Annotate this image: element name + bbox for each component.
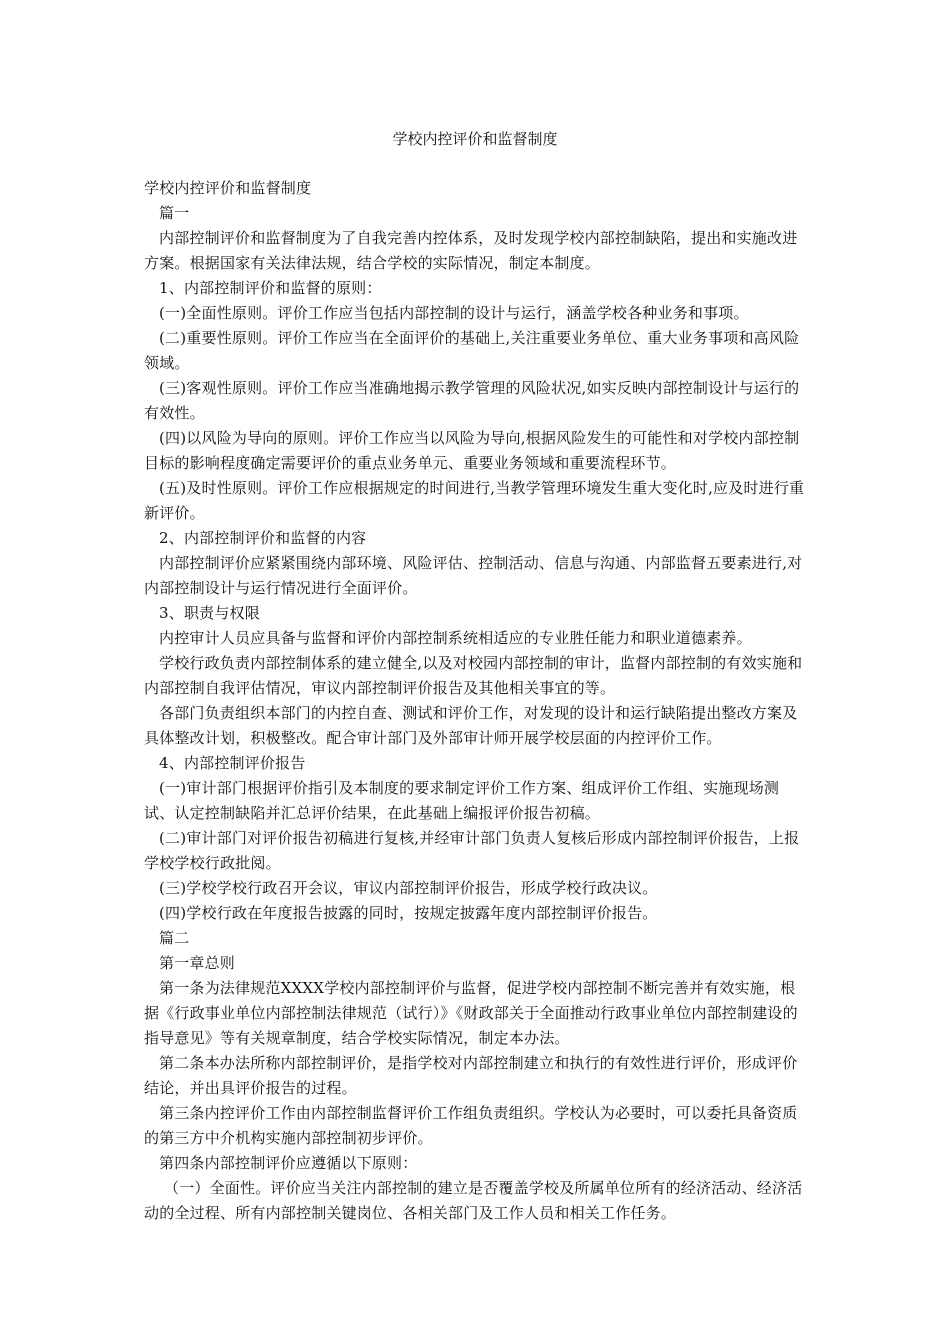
paragraph: (三)客观性原则。评价工作应当准确地揭示教学管理的风险状况,如实反映内部控制设计与运行的有效性。 bbox=[144, 379, 800, 422]
section-heading: 篇一 bbox=[159, 204, 190, 222]
paragraph: 学校行政负责内部控制体系的建立健全,以及对校园内部控制的审计，监督内部控制的有效实施和内部控制自我评估情况，审议内部控制评价报告及其他相关事宜的等。 bbox=[144, 654, 803, 697]
chapter-heading: 第一章总则 bbox=[159, 954, 236, 972]
section-heading: 1、内部控制评价和监督的原则： bbox=[159, 279, 382, 297]
section-heading: 2、内部控制评价和监督的内容 bbox=[159, 529, 367, 547]
paragraph: 内控审计人员应具备与监督和评价内部控制系统相适应的专业胜任能力和职业道德素养。 bbox=[159, 629, 752, 647]
document-title: 学校内控评价和监督制度 bbox=[392, 130, 558, 148]
paragraph: 第二条本办法所称内部控制评价，是指学校对内部控制建立和执行的有效性进行评价，形成评价结论，并出具评价报告的过程。 bbox=[144, 1054, 798, 1097]
paragraph: 内部控制评价应紧紧围绕内部环境、风险评估、控制活动、信息与沟通、内部监督五要素进行,对内部控制设计与运行情况进行全面评价。 bbox=[144, 554, 803, 597]
paragraph: (一)全面性原则。评价工作应当包括内部控制的设计与运行，涵盖学校各种业务和事项。 bbox=[159, 304, 749, 322]
paragraph: 第三条内控评价工作由内部控制监督评价工作组负责组织。学校认为必要时，可以委托具备资质的第三方中介机构实施内部控制初步评价。 bbox=[144, 1104, 798, 1147]
document-body bbox=[144, 176, 808, 1226]
paragraph: 各部门负责组织本部门的内控自查、测试和评价工作，对发现的设计和运行缺陷提出整改方案及具体整改计划，积极整改。配合审计部门及外部审计师开展学校层面的内控评价工作。 bbox=[144, 704, 798, 747]
paragraph: (二)审计部门对评价报告初稿进行复核,并经审计部门负责人复核后形成内部控制评价报告，上报学校学校行政批阅。 bbox=[144, 829, 800, 872]
paragraph: (三)学校学校行政召开会议，审议内部控制评价报告，形成学校行政决议。 bbox=[159, 879, 658, 897]
paragraph: (四)学校行政在年度报告披露的同时，按规定披露年度内部控制评价报告。 bbox=[159, 904, 658, 922]
paragraph: (五)及时性原则。评价工作应根据规定的时间进行,当教学管理环境发生重大变化时,应及时进行重新评价。 bbox=[144, 479, 805, 522]
paragraph: （一）全面性。评价应当关注内部控制的建立是否覆盖学校及所属单位所有的经济活动、经济活动的全过程、所有内部控制关键岗位、各相关部门及工作人员和相关工作任务。 bbox=[144, 1179, 803, 1222]
paragraph: (一)审计部门根据评价指引及本制度的要求制定评价工作方案、组成评价工作组、实施现场测试、认定控制缺陷并汇总评价结果，在此基础上编报评价报告初稿。 bbox=[144, 779, 780, 822]
paragraph: 第一条为法律规范XXXX学校内部控制评价与监督，促进学校内部控制不断完善并有效实施，根据《行政事业单位内部控制法律规范（试行）》《财政部关于全面推动行政事业单位内部控制建设的指导意见》等有关规章制度，结合学校实际情况，制定本办法。 bbox=[144, 979, 798, 1047]
document-subtitle: 学校内控评价和监督制度 bbox=[144, 179, 312, 197]
section-heading: 3、职责与权限 bbox=[159, 604, 260, 622]
paragraph: (二)重要性原则。评价工作应当在全面评价的基础上,关注重要业务单位、重大业务事项和高风险领域。 bbox=[144, 329, 800, 372]
section-heading: 4、内部控制评价报告 bbox=[159, 754, 306, 772]
section-heading: 篇二 bbox=[159, 929, 190, 947]
paragraph: 第四条内部控制评价应遵循以下原则： bbox=[159, 1154, 418, 1172]
paragraph: 内部控制评价和监督制度为了自我完善内控体系，及时发现学校内部控制缺陷，提出和实施改进方案。根据国家有关法律法规，结合学校的实际情况，制定本制度。 bbox=[144, 229, 798, 272]
paragraph: (四)以风险为导向的原则。评价工作应当以风险为导向,根据风险发生的可能性和对学校内部控制目标的影响程度确定需要评价的重点业务单元、重要业务领域和重要流程环节。 bbox=[144, 429, 800, 472]
